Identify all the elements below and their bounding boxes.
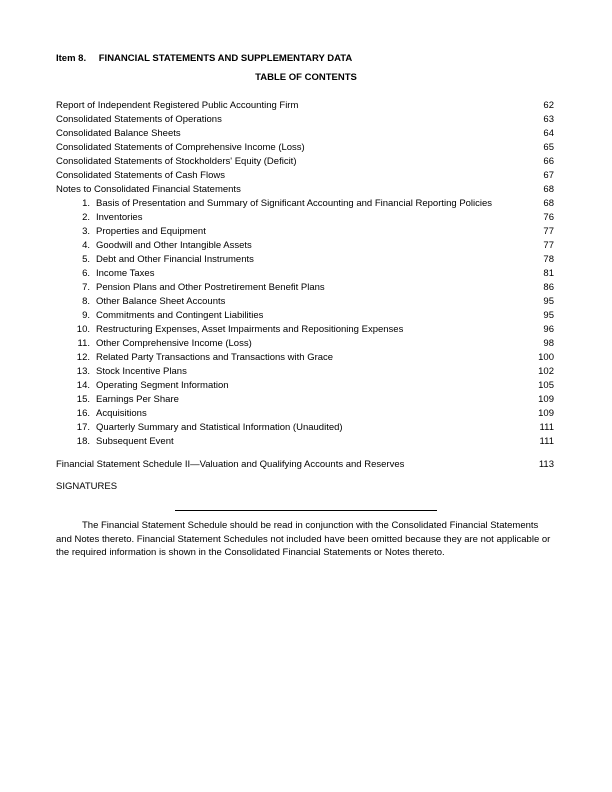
table-of-contents <box>56 99 554 472</box>
note-number: 2. <box>82 212 90 223</box>
note-number: 3. <box>82 226 90 237</box>
note-label: Earnings Per Share <box>96 394 179 405</box>
toc-note-5[interactable] <box>56 253 554 267</box>
note-page: 96 <box>543 324 554 335</box>
note-label: Commitments and Contingent Liabilities <box>96 310 264 321</box>
note-number: 10. <box>76 324 90 335</box>
note-number: 7. <box>82 282 90 293</box>
note-number: 13. <box>76 366 90 377</box>
toc-entry-page: 66 <box>543 156 554 167</box>
toc-note-13[interactable] <box>56 365 554 379</box>
note-number: 12. <box>76 352 90 363</box>
note-label: Stock Incentive Plans <box>96 366 187 377</box>
note-page: 95 <box>543 296 554 307</box>
toc-note-1[interactable] <box>56 197 554 211</box>
note-page: 98 <box>543 338 554 349</box>
toc-entry-label: Consolidated Statements of Cash Flows <box>56 170 225 181</box>
note-label: Other Balance Sheet Accounts <box>96 296 226 307</box>
schedule-label: Financial Statement Schedule II—Valuation and Qualifying Accounts and Reserves <box>56 459 405 470</box>
toc-title: TABLE OF CONTENTS <box>255 72 357 83</box>
note-label: Related Party Transactions and Transactions with Grace <box>96 352 334 363</box>
note-number: 17. <box>76 422 90 433</box>
note-number: 1. <box>82 198 90 209</box>
toc-note-2[interactable] <box>56 211 554 225</box>
toc-note-9[interactable] <box>56 309 554 323</box>
toc-entry-cash-flows[interactable] <box>56 169 554 183</box>
note-label: Operating Segment Information <box>96 380 229 391</box>
note-page: 102 <box>538 366 554 377</box>
signatures-entry[interactable]: SIGNATURES <box>56 481 118 492</box>
note-label: Subsequent Event <box>96 436 174 447</box>
note-label: Basis of Presentation and Summary of Significant Accounting and Financial Reporting Policies <box>96 198 493 209</box>
toc-entry-balance-sheets[interactable] <box>56 127 554 141</box>
note-page: 78 <box>543 254 554 265</box>
toc-entry-label: Notes to Consolidated Financial Statements <box>56 184 241 195</box>
toc-entry-page: 68 <box>543 184 554 195</box>
toc-note-8[interactable] <box>56 295 554 309</box>
note-label: Other Comprehensive Income (Loss) <box>96 338 252 349</box>
note-label: Acquisitions <box>96 408 147 419</box>
toc-note-18[interactable] <box>56 435 554 449</box>
toc-note-11[interactable] <box>56 337 554 351</box>
toc-note-17[interactable] <box>56 421 554 435</box>
note-page: 109 <box>538 408 554 419</box>
note-page: 109 <box>538 394 554 405</box>
toc-entry-page: 65 <box>543 142 554 153</box>
toc-entry-page: 63 <box>543 114 554 125</box>
note-number: 16. <box>76 408 90 419</box>
toc-entry-stockholders-equity[interactable] <box>56 155 554 169</box>
note-page: 77 <box>543 226 554 237</box>
note-label: Income Taxes <box>96 268 155 279</box>
note-page: 76 <box>543 212 554 223</box>
toc-note-4[interactable] <box>56 239 554 253</box>
note-number: 15. <box>76 394 90 405</box>
toc-entry-schedule[interactable] <box>56 458 554 472</box>
footnote-paragraph: The Financial Statement Schedule should be read in conjunction with the Consolidated Financial Statements and Notes thereto. Financial Statement Schedules not included have been omitted because they are not applicable or the required information is shown in the Consolidated Financial Statements or Notes thereto. <box>56 520 551 558</box>
toc-note-15[interactable] <box>56 393 554 407</box>
note-number: 6. <box>82 268 90 279</box>
toc-note-14[interactable] <box>56 379 554 393</box>
toc-entry-label: Consolidated Statements of Comprehensive Income (Loss) <box>56 142 305 153</box>
note-page: 77 <box>543 240 554 251</box>
note-label: Restructuring Expenses, Asset Impairments and Repositioning Expenses <box>96 324 404 335</box>
toc-note-12[interactable] <box>56 351 554 365</box>
toc-note-16[interactable] <box>56 407 554 421</box>
note-label: Inventories <box>96 212 143 223</box>
note-label: Goodwill and Other Intangible Assets <box>96 240 252 251</box>
section-heading <box>56 53 352 64</box>
note-number: 14. <box>76 380 90 391</box>
toc-entry-label: Consolidated Statements of Operations <box>56 114 222 125</box>
divider-line <box>175 510 437 511</box>
note-page: 111 <box>539 422 554 433</box>
toc-note-7[interactable] <box>56 281 554 295</box>
toc-entry-page: 67 <box>543 170 554 181</box>
note-label: Quarterly Summary and Statistical Information (Unaudited) <box>96 422 343 433</box>
note-page: 86 <box>543 282 554 293</box>
note-page: 81 <box>543 268 554 279</box>
toc-note-10[interactable] <box>56 323 554 337</box>
note-label: Properties and Equipment <box>96 226 206 237</box>
note-number: 8. <box>82 296 90 307</box>
note-label: Pension Plans and Other Postretirement Benefit Plans <box>96 282 325 293</box>
toc-note-3[interactable] <box>56 225 554 239</box>
note-number: 5. <box>82 254 90 265</box>
note-label: Debt and Other Financial Instruments <box>96 254 254 265</box>
note-number: 4. <box>82 240 90 251</box>
item-number: Item 8. <box>56 53 87 64</box>
toc-entry-report[interactable] <box>56 99 554 113</box>
toc-entry-comprehensive-income[interactable] <box>56 141 554 155</box>
toc-note-6[interactable] <box>56 267 554 281</box>
toc-entry-label: Consolidated Balance Sheets <box>56 128 181 139</box>
note-page: 105 <box>538 380 554 391</box>
note-page: 111 <box>539 436 554 447</box>
note-page: 100 <box>538 352 554 363</box>
toc-entry-page: 62 <box>543 100 554 111</box>
note-number: 11. <box>77 338 90 349</box>
note-number: 9. <box>82 310 90 321</box>
toc-entry-operations[interactable] <box>56 113 554 127</box>
toc-entry-notes[interactable] <box>56 183 554 197</box>
toc-entry-page: 64 <box>543 128 554 139</box>
note-page: 68 <box>543 198 554 209</box>
toc-entry-label: Report of Independent Registered Public Accounting Firm <box>56 100 299 111</box>
schedule-page: 113 <box>538 459 554 470</box>
note-number: 18. <box>76 436 90 447</box>
toc-entry-label: Consolidated Statements of Stockholders' Equity (Deficit) <box>56 156 297 167</box>
section-title: FINANCIAL STATEMENTS AND SUPPLEMENTARY DATA <box>98 53 353 64</box>
note-page: 95 <box>543 310 554 321</box>
